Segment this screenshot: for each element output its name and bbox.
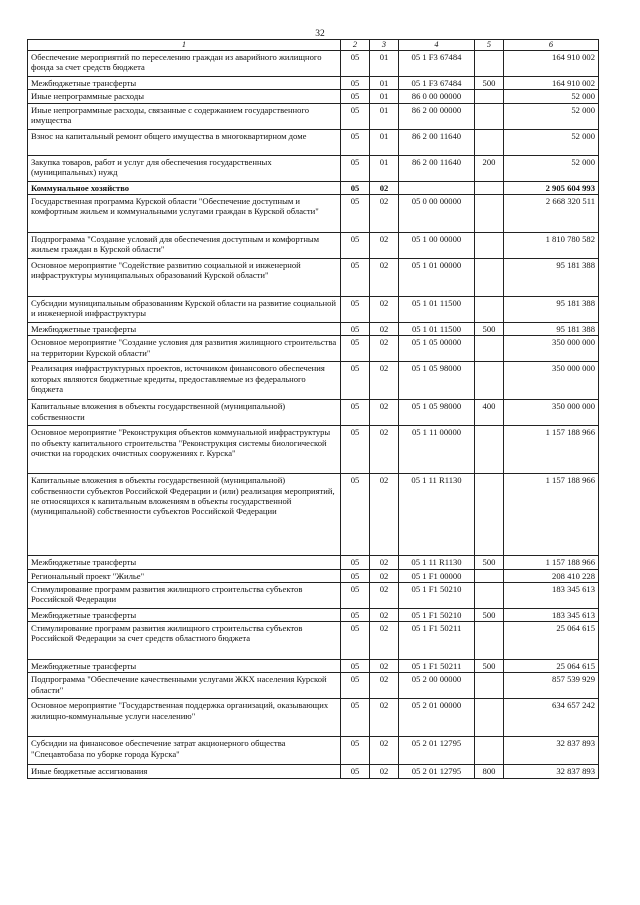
- expense-type-code: [475, 232, 504, 258]
- expense-type-code: 500: [475, 608, 504, 621]
- row-name: Иные бюджетные ассигнования: [28, 765, 341, 778]
- section-code: 05: [341, 737, 370, 765]
- section-code: 05: [341, 582, 370, 608]
- section-code: 05: [341, 400, 370, 426]
- row-name: Межбюджетные трансферты: [28, 76, 341, 89]
- table-row: [28, 737, 599, 765]
- amount: 350 000 000: [504, 400, 599, 426]
- expense-type-code: 500: [475, 76, 504, 89]
- target-article-code: 05 1 11 R1130: [399, 556, 475, 569]
- column-number: 4: [399, 40, 475, 51]
- amount: 52 000: [504, 103, 599, 129]
- amount: 164 910 002: [504, 76, 599, 89]
- expense-type-code: 500: [475, 556, 504, 569]
- row-name: Основное мероприятие "Реконструкция объектов коммунальной инфраструктуры по объекту капитального строительства "Реконструкция системы биологической очистки на городских очистных сооружениях г. Курска": [28, 426, 341, 474]
- expense-type-code: [475, 582, 504, 608]
- row-name: Иные непрограммные расходы, связанные с содержанием государственного имущества: [28, 103, 341, 129]
- amount: 52 000: [504, 129, 599, 155]
- section-code: 05: [341, 569, 370, 582]
- amount: 208 410 228: [504, 569, 599, 582]
- table-row: [28, 129, 599, 155]
- amount: 350 000 000: [504, 336, 599, 362]
- table-body: [28, 40, 599, 779]
- row-name: Основное мероприятие "Государственная поддержка организаций, оказывающих жилищно-коммунальные услуги населению": [28, 699, 341, 737]
- budget-table: [27, 39, 599, 779]
- amount: 95 181 388: [504, 258, 599, 296]
- target-article-code: 05 1 01 11500: [399, 296, 475, 322]
- table-row: [28, 155, 599, 181]
- column-number: 5: [475, 40, 504, 51]
- amount: 1 157 188 966: [504, 474, 599, 556]
- section-code: 05: [341, 232, 370, 258]
- subsection-code: 02: [370, 608, 399, 621]
- row-name: Иные непрограммные расходы: [28, 90, 341, 103]
- subsection-code: 02: [370, 181, 399, 194]
- row-name: Межбюджетные трансферты: [28, 608, 341, 621]
- target-article-code: 86 2 00 11640: [399, 129, 475, 155]
- target-article-code: 86 2 00 11640: [399, 155, 475, 181]
- target-article-code: 05 1 11 R1130: [399, 474, 475, 556]
- expense-type-code: [475, 673, 504, 699]
- table-row: [28, 322, 599, 335]
- row-name: Коммунальное хозяйство: [28, 181, 341, 194]
- expense-type-code: [475, 699, 504, 737]
- amount: 350 000 000: [504, 362, 599, 400]
- subsection-code: 02: [370, 322, 399, 335]
- expense-type-code: [475, 103, 504, 129]
- table-row: [28, 765, 599, 778]
- subsection-code: 02: [370, 336, 399, 362]
- target-article-code: 05 1 F1 50211: [399, 660, 475, 673]
- target-article-code: 05 0 00 00000: [399, 194, 475, 232]
- table-row: [28, 181, 599, 194]
- table-row: [28, 569, 599, 582]
- subsection-code: 02: [370, 400, 399, 426]
- section-code: 05: [341, 556, 370, 569]
- row-name: Стимулирование программ развития жилищного строительства субъектов Российской Федерации: [28, 582, 341, 608]
- expense-type-code: [475, 194, 504, 232]
- target-article-code: 05 1 F3 67484: [399, 76, 475, 89]
- target-article-code: 05 1 F3 67484: [399, 50, 475, 76]
- amount: 32 837 893: [504, 737, 599, 765]
- expense-type-code: [475, 622, 504, 660]
- target-article-code: 05 1 F1 50210: [399, 582, 475, 608]
- target-article-code: 05 1 05 98000: [399, 400, 475, 426]
- row-name: Капитальные вложения в объекты государственной (муниципальной) собственности субъектов Российской Федерации и (или) реализация мероприятий, не относящихся к капитальным вложениям в объекты государственной (муниципальной) собственности субъектов Российской Федерации: [28, 474, 341, 556]
- table-row: [28, 336, 599, 362]
- section-code: 05: [341, 50, 370, 76]
- column-number-row: [28, 40, 599, 51]
- section-code: 05: [341, 426, 370, 474]
- subsection-code: 02: [370, 765, 399, 778]
- subsection-code: 02: [370, 622, 399, 660]
- table-row: [28, 232, 599, 258]
- table-row: [28, 400, 599, 426]
- amount: 52 000: [504, 155, 599, 181]
- table-row: [28, 622, 599, 660]
- table-row: [28, 608, 599, 621]
- row-name: Межбюджетные трансферты: [28, 322, 341, 335]
- row-name: Региональный проект "Жилье": [28, 569, 341, 582]
- amount: 2 905 604 993: [504, 181, 599, 194]
- subsection-code: 01: [370, 50, 399, 76]
- table-row: [28, 50, 599, 76]
- row-name: Межбюджетные трансферты: [28, 556, 341, 569]
- section-code: 05: [341, 76, 370, 89]
- subsection-code: 02: [370, 258, 399, 296]
- expense-type-code: 400: [475, 400, 504, 426]
- row-name: Основное мероприятие "Создание условия для развития жилищного строительства на территории Курской области": [28, 336, 341, 362]
- subsection-code: 02: [370, 194, 399, 232]
- section-code: 05: [341, 608, 370, 621]
- table-row: [28, 296, 599, 322]
- subsection-code: 02: [370, 362, 399, 400]
- target-article-code: 05 1 00 00000: [399, 232, 475, 258]
- row-name: Субсидии на финансовое обеспечение затрат акционерного общества "Спецавтобаза по уборке города Курска": [28, 737, 341, 765]
- section-code: 05: [341, 194, 370, 232]
- row-name: Подпрограмма "Обеспечение качественными услугами ЖКХ населения Курской области": [28, 673, 341, 699]
- target-article-code: 05 2 00 00000: [399, 673, 475, 699]
- section-code: 05: [341, 322, 370, 335]
- row-name: Субсидии муниципальным образованиям Курской области на развитие социальной и инженерной инфраструктуры: [28, 296, 341, 322]
- amount: 164 910 002: [504, 50, 599, 76]
- target-article-code: 05 2 01 12795: [399, 765, 475, 778]
- expense-type-code: [475, 90, 504, 103]
- subsection-code: 01: [370, 129, 399, 155]
- expense-type-code: [475, 181, 504, 194]
- amount: 25 064 615: [504, 660, 599, 673]
- subsection-code: 02: [370, 660, 399, 673]
- target-article-code: 05 1 05 00000: [399, 336, 475, 362]
- section-code: 05: [341, 181, 370, 194]
- expense-type-code: [475, 129, 504, 155]
- amount: 857 539 929: [504, 673, 599, 699]
- table-row: [28, 426, 599, 474]
- section-code: 05: [341, 699, 370, 737]
- amount: 634 657 242: [504, 699, 599, 737]
- target-article-code: 05 2 01 00000: [399, 699, 475, 737]
- expense-type-code: 800: [475, 765, 504, 778]
- subsection-code: 02: [370, 232, 399, 258]
- table-row: [28, 699, 599, 737]
- subsection-code: 02: [370, 296, 399, 322]
- expense-type-code: [475, 50, 504, 76]
- row-name: Основное мероприятие "Содействие развитию социальной и инженерной инфраструктуры муниципальных образований Курской области": [28, 258, 341, 296]
- section-code: 05: [341, 296, 370, 322]
- column-number: 1: [28, 40, 341, 51]
- target-article-code: 05 2 01 12795: [399, 737, 475, 765]
- amount: 32 837 893: [504, 765, 599, 778]
- amount: 183 345 613: [504, 582, 599, 608]
- row-name: Подпрограмма "Создание условий для обеспечения доступным и комфортным жильем граждан в Курской области": [28, 232, 341, 258]
- subsection-code: 02: [370, 582, 399, 608]
- section-code: 05: [341, 622, 370, 660]
- target-article-code: 05 1 01 00000: [399, 258, 475, 296]
- section-code: 05: [341, 673, 370, 699]
- subsection-code: 02: [370, 426, 399, 474]
- amount: 1 157 188 966: [504, 556, 599, 569]
- target-article-code: 05 1 F1 50210: [399, 608, 475, 621]
- column-number: 2: [341, 40, 370, 51]
- amount: 25 064 615: [504, 622, 599, 660]
- section-code: 05: [341, 129, 370, 155]
- section-code: 05: [341, 362, 370, 400]
- expense-type-code: 500: [475, 660, 504, 673]
- expense-type-code: 500: [475, 322, 504, 335]
- table-row: [28, 673, 599, 699]
- row-name: Обеспечение мероприятий по переселению граждан из аварийного жилищного фонда за счет средств бюджета: [28, 50, 341, 76]
- table-row: [28, 258, 599, 296]
- target-article-code: 05 1 F1 00000: [399, 569, 475, 582]
- row-name: Стимулирование программ развития жилищного строительства субъектов Российской Федерации за счет средств областного бюджета: [28, 622, 341, 660]
- row-name: Взнос на капитальный ремонт общего имущества в многоквартирном доме: [28, 129, 341, 155]
- table-row: [28, 474, 599, 556]
- subsection-code: 01: [370, 155, 399, 181]
- table-row: [28, 582, 599, 608]
- table-row: [28, 76, 599, 89]
- target-article-code: 05 1 05 98000: [399, 362, 475, 400]
- amount: 95 181 388: [504, 322, 599, 335]
- row-name: Государственная программа Курской области "Обеспечение доступным и комфортным жильем и коммунальными услугами граждан в Курской области": [28, 194, 341, 232]
- amount: 2 668 320 511: [504, 194, 599, 232]
- subsection-code: 01: [370, 76, 399, 89]
- section-code: 05: [341, 474, 370, 556]
- expense-type-code: [475, 426, 504, 474]
- subsection-code: 02: [370, 699, 399, 737]
- expense-type-code: [475, 569, 504, 582]
- table-row: [28, 103, 599, 129]
- expense-type-code: [475, 336, 504, 362]
- subsection-code: 01: [370, 103, 399, 129]
- amount: 52 000: [504, 90, 599, 103]
- section-code: 05: [341, 660, 370, 673]
- section-code: 05: [341, 90, 370, 103]
- section-code: 05: [341, 258, 370, 296]
- row-name: Реализация инфраструктурных проектов, источником финансового обеспечения которых являются бюджетные кредиты, предоставляемые из федерального бюджета: [28, 362, 341, 400]
- expense-type-code: [475, 474, 504, 556]
- target-article-code: [399, 181, 475, 194]
- table-row: [28, 362, 599, 400]
- row-name: Межбюджетные трансферты: [28, 660, 341, 673]
- row-name: Закупка товаров, работ и услуг для обеспечения государственных (муниципальных) нужд: [28, 155, 341, 181]
- subsection-code: 01: [370, 90, 399, 103]
- subsection-code: 02: [370, 474, 399, 556]
- section-code: 05: [341, 103, 370, 129]
- amount: 95 181 388: [504, 296, 599, 322]
- section-code: 05: [341, 155, 370, 181]
- section-code: 05: [341, 765, 370, 778]
- target-article-code: 05 1 11 00000: [399, 426, 475, 474]
- subsection-code: 02: [370, 556, 399, 569]
- expense-type-code: [475, 362, 504, 400]
- column-number: 3: [370, 40, 399, 51]
- subsection-code: 02: [370, 673, 399, 699]
- table-row: [28, 194, 599, 232]
- target-article-code: 05 1 01 11500: [399, 322, 475, 335]
- target-article-code: 05 1 F1 50211: [399, 622, 475, 660]
- page-number: 32: [315, 29, 325, 39]
- table-row: [28, 556, 599, 569]
- subsection-code: 02: [370, 737, 399, 765]
- target-article-code: 86 2 00 00000: [399, 103, 475, 129]
- expense-type-code: [475, 737, 504, 765]
- expense-type-code: [475, 296, 504, 322]
- row-name: Капитальные вложения в объекты государственной (муниципальной) собственности: [28, 400, 341, 426]
- target-article-code: 86 0 00 00000: [399, 90, 475, 103]
- column-number: 6: [504, 40, 599, 51]
- subsection-code: 02: [370, 569, 399, 582]
- table-row: [28, 90, 599, 103]
- section-code: 05: [341, 336, 370, 362]
- expense-type-code: 200: [475, 155, 504, 181]
- amount: 1 810 780 582: [504, 232, 599, 258]
- table-row: [28, 660, 599, 673]
- amount: 183 345 613: [504, 608, 599, 621]
- expense-type-code: [475, 258, 504, 296]
- amount: 1 157 188 966: [504, 426, 599, 474]
